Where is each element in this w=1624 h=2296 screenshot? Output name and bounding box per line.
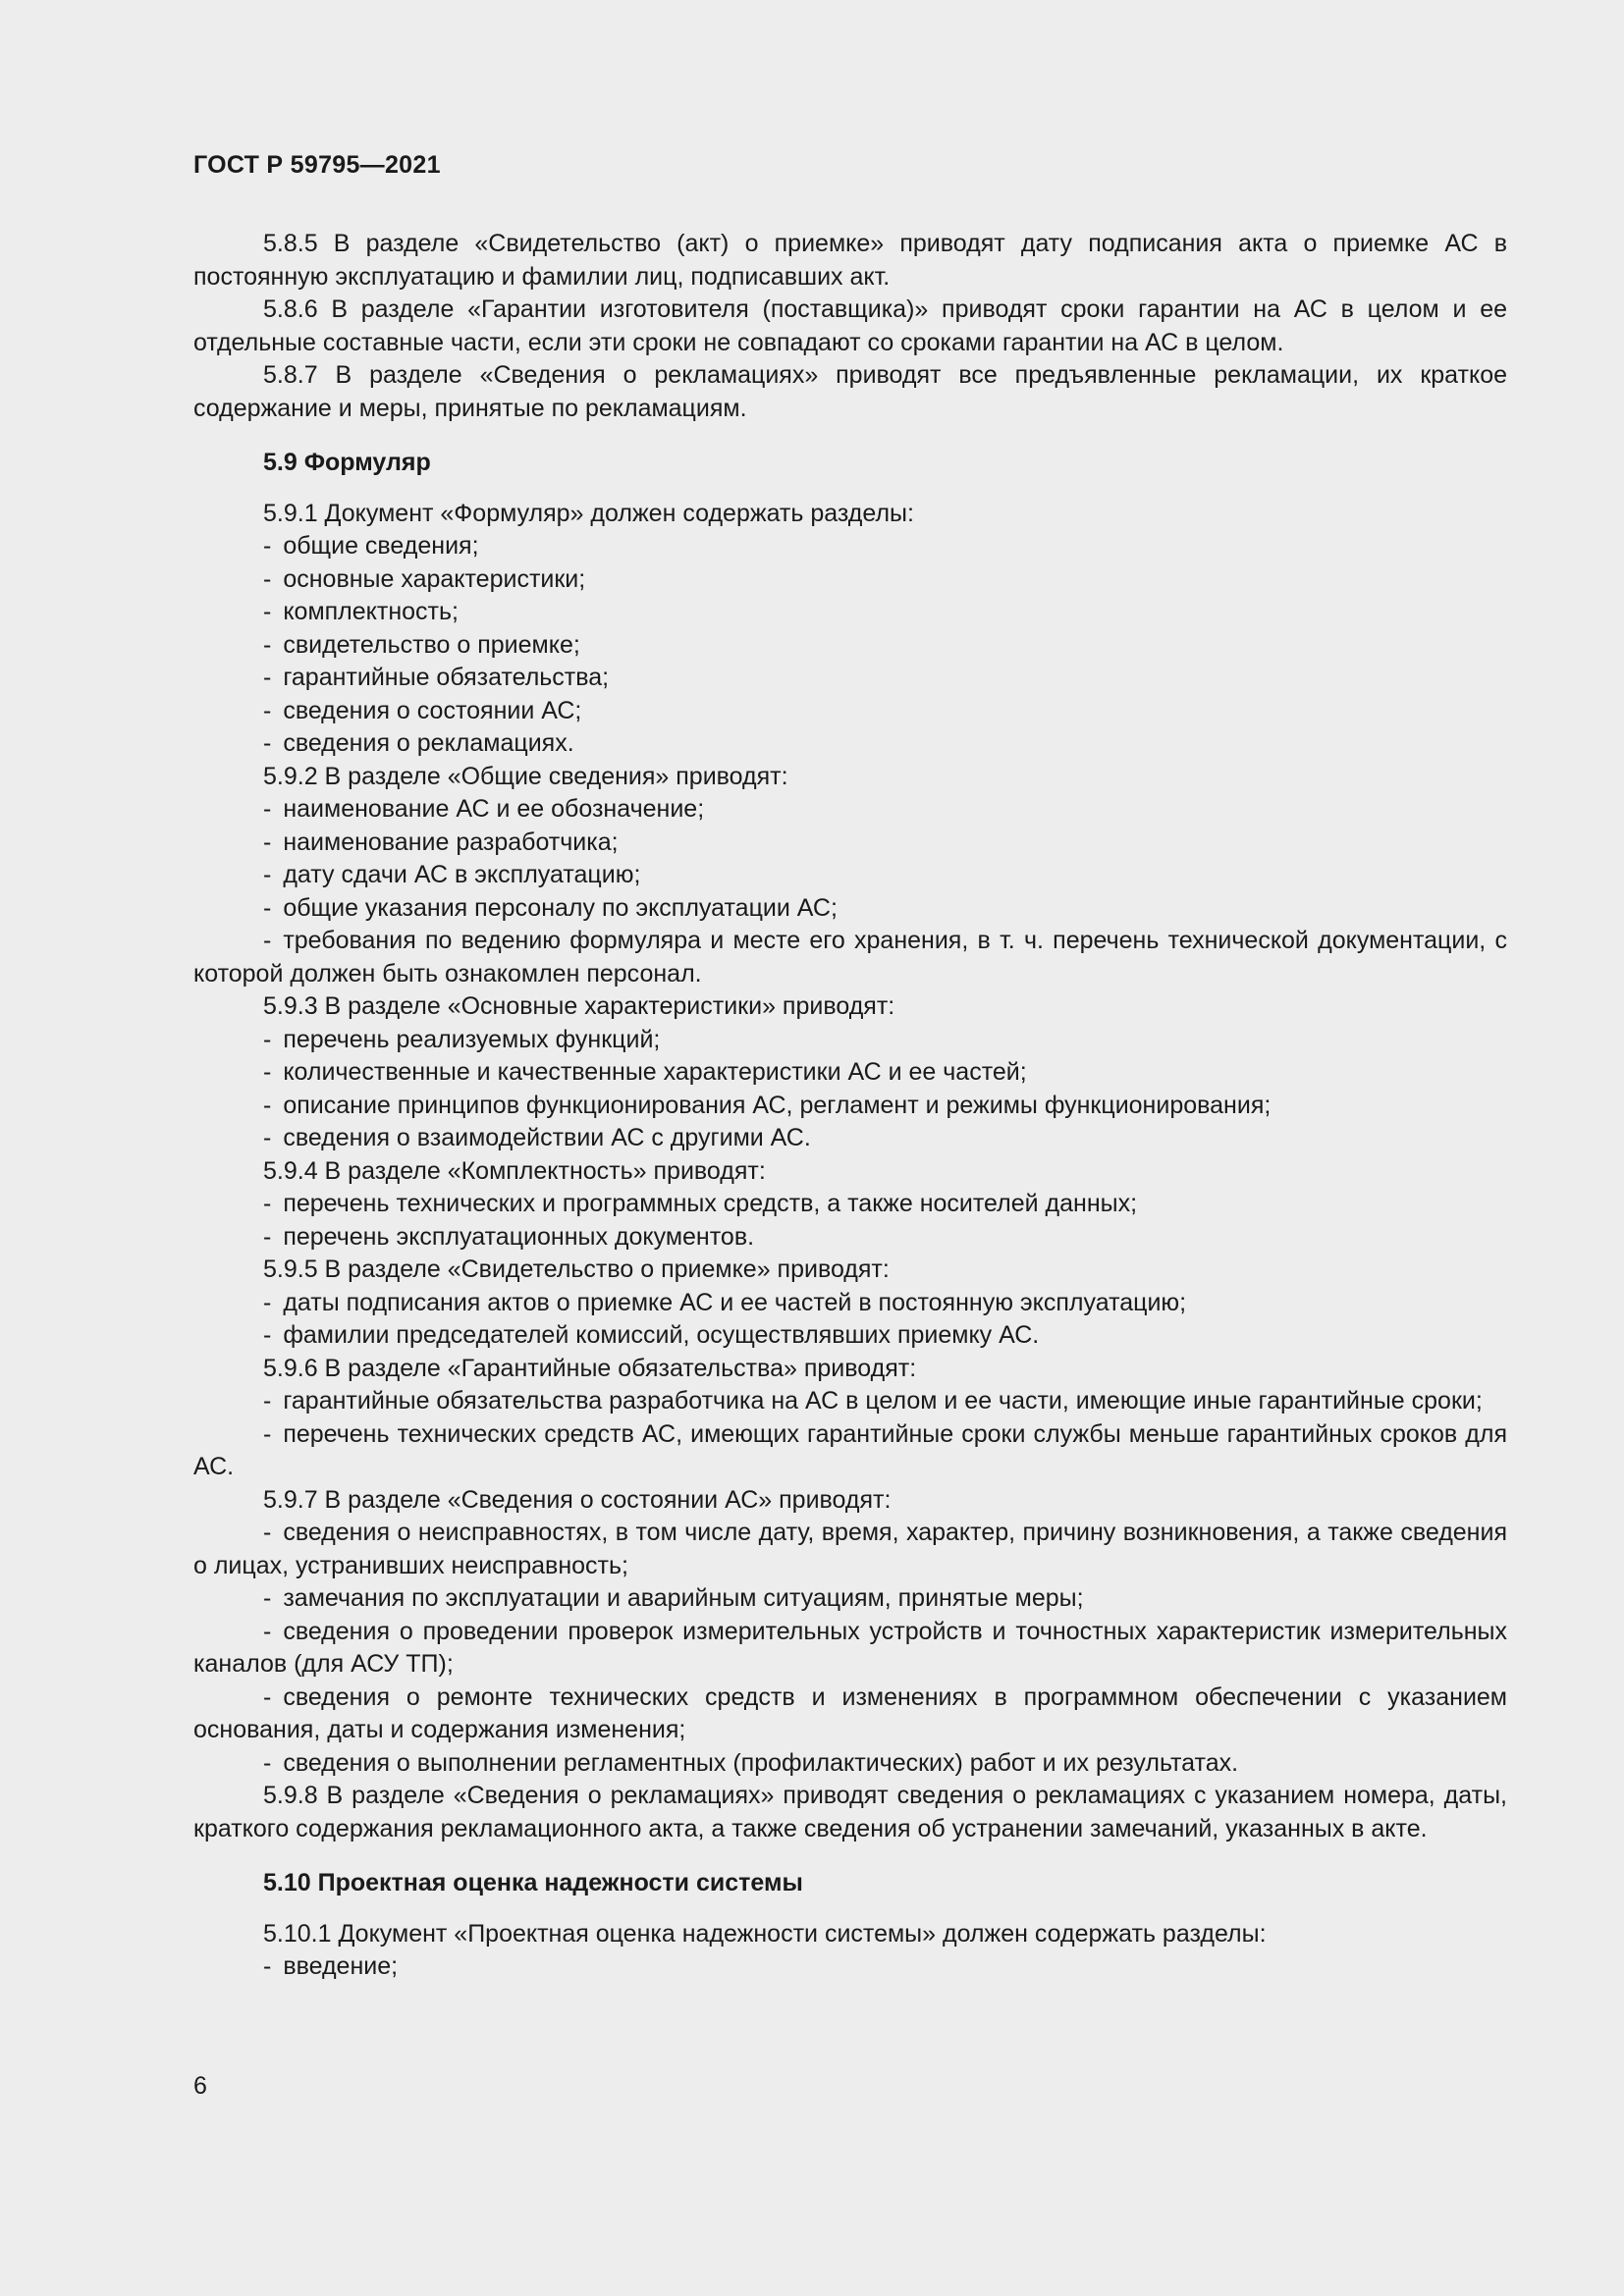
- paragraph: 5.8.6 В разделе «Гарантии изготовителя (поставщика)» приводят сроки гарантии на АС в целом и ее отдельные составные части, если эти сроки не совпадают со сроками гарантии на АС в целом.: [193, 295, 1507, 356]
- paragraph: 5.9.1 Документ «Формуляр» должен содержать разделы:: [263, 499, 914, 527]
- list-dash: -: [263, 532, 272, 560]
- list-dash: -: [263, 1058, 272, 1086]
- paragraph: 5.9.6 В разделе «Гарантийные обязательства» приводят:: [263, 1354, 917, 1382]
- list-dash: -: [263, 564, 272, 593]
- list-item: [193, 695, 1507, 728]
- list-item: [193, 1221, 1507, 1255]
- list-item-text: введение;: [283, 1952, 399, 1980]
- list-item: [193, 727, 1507, 761]
- paragraph: 5.9.7 В разделе «Сведения о состоянии АС» приводят:: [263, 1485, 892, 1514]
- list-item: [193, 827, 1507, 860]
- list-item-text: комплектность;: [283, 598, 459, 625]
- list-item: [193, 859, 1507, 892]
- list-item-text: перечень эксплуатационных документов.: [283, 1222, 755, 1251]
- list-item: [193, 1517, 1507, 1582]
- list-item: [193, 629, 1507, 663]
- list-dash: -: [263, 795, 272, 823]
- document-header: ГОСТ Р 59795—2021: [193, 151, 441, 179]
- page-number: 6: [193, 2072, 207, 2100]
- list-item-text: перечень реализуемых функций;: [283, 1025, 661, 1053]
- paragraph: 5.8.7 В разделе «Сведения о рекламациях» приводят все предъявленные рекламации, их краткое содержание и меры, принятые по рекламациям.: [193, 361, 1507, 422]
- list-dash: -: [263, 598, 272, 625]
- list-dash: -: [263, 1025, 272, 1053]
- paragraph: 5.10.1 Документ «Проектная оценка надежности системы» должен содержать разделы:: [263, 1919, 1267, 1948]
- paragraph: 5.9.8 В разделе «Сведения о рекламациях» приводят сведения о рекламациях с указанием номера, даты, краткого содержания рекламационного акта, а также сведения об устранении замечаний, указанных в акте.: [193, 1782, 1507, 1842]
- list-dash: -: [263, 927, 272, 954]
- list-item-text: перечень технических и программных средств, а также носителей данных;: [283, 1190, 1138, 1217]
- list-item-text: сведения о состоянии АС;: [283, 696, 582, 724]
- section-heading: 5.10 Проектная оценка надежности системы: [263, 1869, 803, 1896]
- list-item: [193, 892, 1507, 926]
- list-dash: -: [263, 1584, 272, 1612]
- paragraph: 5.9.5 В разделе «Свидетельство о приемке» приводят:: [263, 1255, 890, 1283]
- list-item-text: сведения о неисправностях, в том числе дату, время, характер, причину возникновения, а также сведения о лицах, устранивших неисправность;: [193, 1519, 1507, 1579]
- list-dash: -: [263, 1419, 272, 1448]
- list-dash: -: [263, 893, 272, 922]
- list-item: [193, 793, 1507, 827]
- list-item-text: описание принципов функционирования АС, регламент и режимы функционирования;: [283, 1091, 1272, 1119]
- list-item-text: гарантийные обязательства;: [283, 664, 610, 691]
- list-dash: -: [263, 828, 272, 856]
- list-dash: -: [263, 1952, 272, 1980]
- list-item: [193, 1747, 1507, 1781]
- list-dash: -: [263, 1321, 272, 1349]
- list-dash: -: [263, 1190, 272, 1217]
- list-item-text: замечания по эксплуатации и аварийным ситуациям, принятые меры;: [283, 1584, 1084, 1612]
- list-item: [193, 1950, 1507, 1984]
- list-item-text: свидетельство о приемке;: [283, 630, 580, 659]
- list-dash: -: [263, 1387, 272, 1415]
- list-item-text: фамилии председателей комиссий, осуществлявших приемку АС.: [283, 1321, 1040, 1349]
- list-item: [193, 1582, 1507, 1616]
- list-item: [193, 530, 1507, 563]
- paragraph: 5.8.5 В разделе «Свидетельство (акт) о приемке» приводят дату подписания акта о приемке АС в постоянную эксплуатацию и фамилии лиц, подписавших акт.: [193, 230, 1507, 291]
- list-item-text: требования по ведению формуляра и месте его хранения, в т. ч. перечень технической документации, с которой должен быть ознакомлен персонал.: [193, 927, 1507, 988]
- list-item: [193, 1024, 1507, 1057]
- list-dash: -: [263, 1682, 272, 1711]
- list-item: [193, 925, 1507, 990]
- list-item: [193, 1319, 1507, 1353]
- list-dash: -: [263, 696, 272, 724]
- list-item: [193, 1287, 1507, 1320]
- list-item-text: общие сведения;: [283, 532, 479, 560]
- list-item: [193, 563, 1507, 597]
- list-dash: -: [263, 1748, 272, 1777]
- list-item-text: основные характеристики;: [283, 564, 586, 593]
- list-dash: -: [263, 861, 272, 888]
- document-content: [193, 228, 1507, 1984]
- list-dash: -: [263, 729, 272, 757]
- list-item-text: наименование АС и ее обозначение;: [283, 795, 705, 823]
- list-item-text: количественные и качественные характеристики АС и ее частей;: [283, 1058, 1027, 1086]
- list-item: [193, 1682, 1507, 1747]
- list-item-text: сведения о ремонте технических средств и изменениях в программном обеспечении с указанием основания, даты и содержания изменения;: [193, 1682, 1507, 1743]
- list-item-text: наименование разработчика;: [283, 828, 619, 856]
- list-dash: -: [263, 630, 272, 659]
- list-item: [193, 1188, 1507, 1221]
- list-item-text: дату сдачи АС в эксплуатацию;: [283, 861, 641, 888]
- paragraph: 5.9.4 В разделе «Комплектность» приводят:: [263, 1156, 766, 1185]
- list-dash: -: [263, 1091, 272, 1119]
- list-item-text: даты подписания актов о приемке АС и ее частей в постоянную эксплуатацию;: [283, 1288, 1187, 1316]
- list-dash: -: [263, 1288, 272, 1316]
- list-item: [193, 662, 1507, 695]
- list-dash: -: [263, 1519, 272, 1546]
- page-body: [193, 147, 1507, 1984]
- paragraph: 5.9.2 В разделе «Общие сведения» приводят:: [263, 762, 788, 790]
- list-item: [193, 1090, 1507, 1123]
- list-item-text: перечень технических средств АС, имеющих гарантийные сроки службы меньше гарантийных сроков для АС.: [193, 1419, 1507, 1480]
- list-item: [193, 1122, 1507, 1155]
- list-item: [193, 596, 1507, 629]
- list-item-text: сведения о выполнении регламентных (профилактических) работ и их результатах.: [283, 1748, 1239, 1777]
- paragraph: 5.9.3 В разделе «Основные характеристики» приводят:: [263, 992, 895, 1020]
- list-item: [193, 1418, 1507, 1484]
- list-item: [193, 1616, 1507, 1682]
- list-item-text: сведения о проведении проверок измерительных устройств и точностных характеристик измерительных каналов (для АСУ ТП);: [193, 1617, 1507, 1678]
- list-dash: -: [263, 1617, 272, 1645]
- list-item-text: сведения о взаимодействии АС с другими АС.: [283, 1124, 811, 1151]
- list-item-text: общие указания персоналу по эксплуатации АС;: [283, 893, 838, 922]
- section-heading: 5.9 Формуляр: [263, 449, 431, 476]
- list-dash: -: [263, 664, 272, 691]
- list-item-text: сведения о рекламациях.: [283, 729, 574, 757]
- list-item-text: гарантийные обязательства разработчика на АС в целом и ее части, имеющие иные гарантийные сроки;: [283, 1387, 1483, 1415]
- list-item: [193, 1056, 1507, 1090]
- list-dash: -: [263, 1124, 272, 1151]
- list-item: [193, 1385, 1507, 1418]
- list-dash: -: [263, 1222, 272, 1251]
